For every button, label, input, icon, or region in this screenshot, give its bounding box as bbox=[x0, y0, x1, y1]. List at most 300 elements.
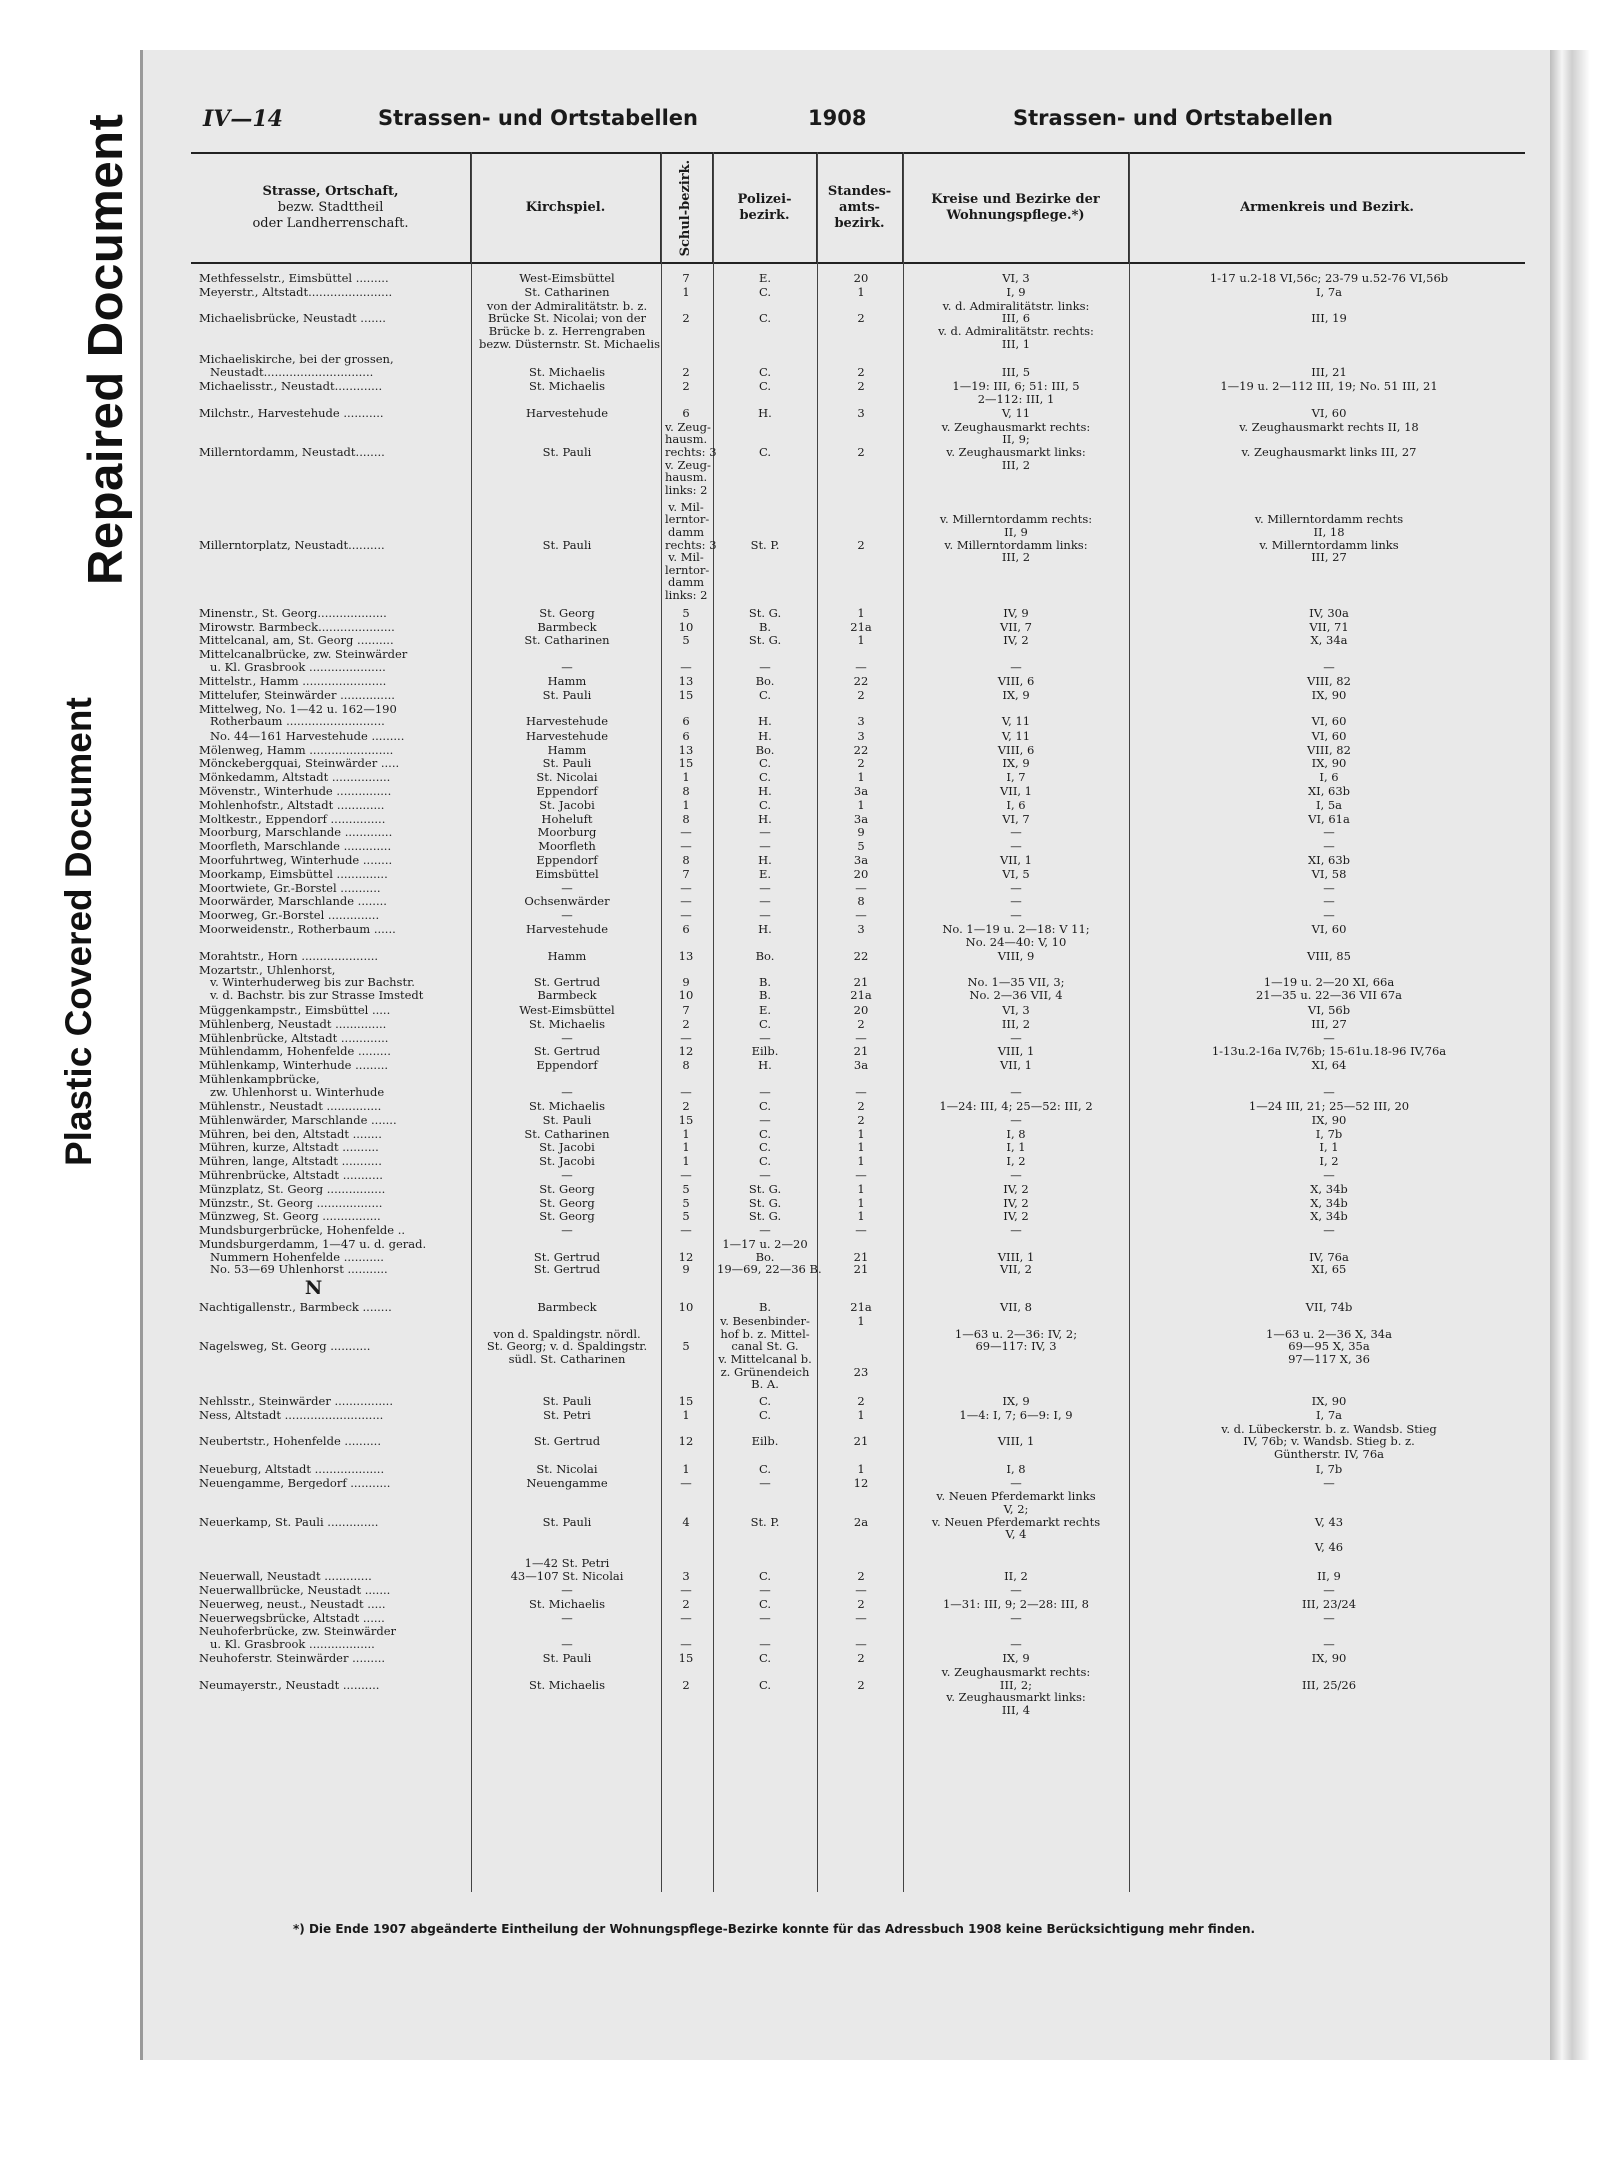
cell-schulbezirk: 1 bbox=[682, 284, 690, 299]
table-row bbox=[191, 1409, 1525, 1422]
cell-kirchspiel: St. Michaelis bbox=[528, 1677, 606, 1692]
cell-standesamt: 1 bbox=[857, 605, 865, 620]
cell-strasse: Müggenkampstr., Eimsbüttel ..... bbox=[199, 1004, 391, 1017]
table-row bbox=[191, 771, 1525, 784]
cell-polizeibezirk: B. B. bbox=[758, 975, 772, 1003]
cell-kirchspiel: Eppendorf bbox=[536, 1058, 598, 1073]
cell-polizeibezirk: — bbox=[759, 1112, 771, 1127]
table-row bbox=[191, 703, 1525, 729]
table-row bbox=[191, 1197, 1525, 1210]
table-row bbox=[191, 1666, 1525, 1719]
cell-wohnungspflege: I, 7 bbox=[1006, 770, 1026, 785]
cell-schulbezirk: 1 bbox=[682, 1126, 690, 1141]
cell-schulbezirk: — bbox=[680, 880, 692, 895]
cell-polizeibezirk: — bbox=[759, 659, 771, 674]
cell-armenkreis: — bbox=[1323, 880, 1335, 895]
cell-armenkreis: XI, 64 bbox=[1311, 1058, 1347, 1073]
cell-schulbezirk: 8 bbox=[682, 784, 690, 798]
cell-polizeibezirk: H. bbox=[758, 922, 772, 936]
cell-schulbezirk: 2 bbox=[682, 1677, 690, 1692]
col-kirchspiel bbox=[471, 154, 661, 262]
cell-wohnungspflege: VIII, 1 bbox=[997, 1434, 1035, 1449]
table-row bbox=[191, 1652, 1525, 1665]
cell-schulbezirk: 1 bbox=[682, 1461, 690, 1476]
cell-armenkreis: VI, 60 bbox=[1311, 714, 1347, 729]
cell-kirchspiel: St. Pauli bbox=[542, 537, 592, 552]
cell-kirchspiel: St. Catharinen bbox=[524, 633, 610, 648]
cell-strasse: Moorwärder, Marschlande ........ bbox=[199, 895, 387, 909]
table-row bbox=[191, 1557, 1525, 1583]
table-row bbox=[191, 909, 1525, 922]
cell-polizeibezirk: H. bbox=[758, 728, 772, 743]
cell-wohnungspflege: VII, 1 bbox=[999, 784, 1033, 798]
cell-kirchspiel: St. Jacobi bbox=[539, 797, 595, 812]
table-row bbox=[191, 840, 1525, 853]
cell-standesamt: 22 bbox=[853, 674, 869, 689]
cell-wohnungspflege: IX, 9 bbox=[1002, 756, 1030, 771]
cell-armenkreis: VI, 60 bbox=[1311, 728, 1347, 743]
cell-standesamt: — bbox=[855, 1084, 867, 1099]
cell-standesamt: 3a bbox=[853, 853, 869, 867]
col-strasse-sub2: oder Landherrenschaft. bbox=[252, 216, 409, 232]
cell-strasse: Neuengamme, Bergedorf ........... bbox=[199, 1476, 391, 1490]
cell-standesamt: 2 bbox=[857, 1651, 865, 1666]
cell-kirchspiel: Neuengamme bbox=[526, 1475, 608, 1490]
cell-schulbezirk: — bbox=[680, 1030, 692, 1045]
cell-wohnungspflege: VII, 1 bbox=[999, 853, 1033, 867]
cell-strasse: Mühlenbrücke, Altstadt ............. bbox=[199, 1031, 389, 1045]
cell-polizeibezirk: v. Besenbinder- hof b. z. Mittel- canal St. G. v. Mittelcanal b. z. Grünendeich B. A. bbox=[718, 1314, 812, 1392]
cell-standesamt: 8 bbox=[857, 894, 865, 909]
cell-standesamt: 21 21 bbox=[853, 1249, 869, 1277]
cell-kirchspiel: — bbox=[561, 1583, 573, 1597]
page-header bbox=[143, 106, 1553, 146]
cell-kirchspiel: Barmbeck bbox=[537, 619, 597, 634]
cell-polizeibezirk: C. bbox=[758, 1016, 772, 1031]
cell-armenkreis: I, 1 bbox=[1319, 1140, 1339, 1155]
cell-wohnungspflege: 1—4: I, 7; 6—9: I, 9 bbox=[959, 1407, 1073, 1422]
cell-wohnungspflege: 1—63 u. 2—36: IV, 2; 69—117: IV, 3 bbox=[954, 1326, 1078, 1354]
col-kreise-title: Kreise und Bezirke der Wohnungspflege.*) bbox=[931, 191, 1100, 223]
cell-polizeibezirk: C. bbox=[758, 364, 772, 379]
col-armen bbox=[1129, 154, 1525, 262]
cell-strasse: Neuerwallbrücke, Neustadt ....... bbox=[199, 1584, 391, 1597]
cell-armenkreis: VI, 60 bbox=[1311, 922, 1347, 936]
cell-armenkreis: VIII, 82 bbox=[1307, 742, 1351, 757]
cell-polizeibezirk: St. G. bbox=[748, 1195, 782, 1210]
cell-armenkreis: VI, 58 bbox=[1311, 866, 1347, 881]
cell-kirchspiel: Ochsenwärder bbox=[524, 894, 610, 909]
cell-strasse: Mühlendamm, Hohenfelde ......... bbox=[199, 1045, 391, 1059]
cell-standesamt: 2 bbox=[857, 379, 865, 393]
cell-armenkreis: 1—19 u. 2—112 III, 19; No. 51 III, 21 bbox=[1220, 379, 1438, 393]
cell-kirchspiel: St. Georg bbox=[539, 1209, 595, 1224]
cell-strasse: Mönkedamm, Altstadt ................ bbox=[199, 771, 391, 784]
cell-wohnungspflege: V, 11 bbox=[1001, 728, 1031, 743]
cell-standesamt: — bbox=[855, 1583, 867, 1597]
cell-armenkreis: — bbox=[1323, 1583, 1335, 1597]
cell-standesamt: 1 bbox=[857, 1407, 865, 1422]
cell-schulbezirk: — bbox=[680, 839, 692, 854]
cell-schulbezirk: 1 bbox=[682, 1407, 690, 1422]
cell-strasse: Millerntordamm, Neustadt........ bbox=[199, 445, 385, 459]
cell-kirchspiel: Hamm bbox=[547, 742, 587, 757]
cell-kirchspiel: St. Michaelis bbox=[528, 1099, 606, 1113]
cell-kirchspiel: — bbox=[561, 1084, 573, 1099]
cell-standesamt: 2 bbox=[857, 756, 865, 771]
table-row bbox=[191, 272, 1525, 285]
cell-armenkreis: IX, 90 bbox=[1311, 688, 1347, 702]
cell-polizeibezirk: B. bbox=[758, 1300, 772, 1315]
cell-strasse: Ness, Altstadt ........................... bbox=[199, 1408, 384, 1422]
cell-polizeibezirk: H. bbox=[758, 853, 772, 867]
table-row bbox=[191, 813, 1525, 826]
cell-wohnungspflege: — bbox=[1010, 1030, 1022, 1045]
cell-schulbezirk: — bbox=[680, 894, 692, 909]
cell-strasse: Neuerweg, neust., Neustadt ..... bbox=[199, 1597, 386, 1611]
table-row bbox=[191, 1238, 1525, 1278]
cell-polizeibezirk: — bbox=[759, 1084, 771, 1099]
table-row bbox=[191, 757, 1525, 770]
cell-wohnungspflege: v. Zeughausmarkt rechts: III, 2; v. Zeughausmarkt links: III, 4 bbox=[941, 1665, 1091, 1718]
cell-schulbezirk: 2 bbox=[682, 379, 690, 393]
cell-polizeibezirk: — bbox=[759, 894, 771, 909]
cell-strasse: Moorburg, Marschlande ............. bbox=[199, 826, 393, 840]
cell-standesamt: 2a bbox=[853, 1514, 869, 1529]
cell-wohnungspflege: IV, 9 bbox=[1003, 605, 1029, 620]
cell-strasse: Mühren, bei den, Altstadt ........ bbox=[199, 1127, 382, 1141]
cell-strasse: Mohlenhofstr., Altstadt ............. bbox=[199, 798, 385, 812]
cell-kirchspiel: West-Eimsbüttel bbox=[519, 271, 615, 285]
cell-armenkreis: III, 27 bbox=[1311, 1016, 1347, 1031]
cell-kirchspiel: Harvestehude bbox=[526, 406, 608, 420]
cell-strasse: Millerntorplatz, Neustadt.......... bbox=[199, 537, 385, 552]
cell-armenkreis: — bbox=[1323, 825, 1335, 840]
cell-polizeibezirk: H. bbox=[758, 406, 772, 420]
cell-wohnungspflege: — bbox=[1010, 1583, 1022, 1597]
cell-polizeibezirk: C. bbox=[758, 1568, 772, 1583]
cell-schulbezirk: 8 bbox=[682, 811, 690, 826]
cell-standesamt: 1 bbox=[857, 1195, 865, 1210]
table-row bbox=[191, 501, 1525, 607]
cell-standesamt: 3 bbox=[857, 714, 865, 729]
table-row bbox=[191, 1598, 1525, 1611]
cell-armenkreis: III, 21 bbox=[1311, 364, 1347, 379]
cell-schulbezirk: 2 bbox=[682, 1016, 690, 1031]
cell-strasse: Neuerkamp, St. Pauli .............. bbox=[199, 1514, 379, 1529]
cell-strasse: Moorfleth, Marschlande ............. bbox=[199, 840, 392, 853]
cell-strasse: Minenstr., St. Georg................... bbox=[199, 606, 387, 620]
cell-strasse: Münzstr., St. Georg .................. bbox=[199, 1196, 383, 1210]
cell-wohnungspflege: — bbox=[1010, 880, 1022, 895]
cell-kirchspiel: St. Jacobi bbox=[539, 1154, 595, 1169]
cell-standesamt: 2 bbox=[857, 311, 865, 326]
cell-kirchspiel: Harvestehude bbox=[526, 728, 608, 743]
cell-armenkreis: VIII, 82 bbox=[1307, 674, 1351, 689]
cell-standesamt: 1 bbox=[857, 1461, 865, 1476]
cell-strasse: Nehlsstr., Steinwärder ................ bbox=[199, 1395, 393, 1408]
cell-kirchspiel: St. Pauli bbox=[542, 1112, 592, 1127]
cell-schulbezirk: 2 bbox=[682, 1596, 690, 1611]
cell-kirchspiel: St. Michaelis bbox=[528, 1016, 606, 1031]
cell-armenkreis: I, 7b bbox=[1315, 1461, 1343, 1476]
cell-wohnungspflege: 1—19: III, 6; 51: III, 5 2—112: III, 1 bbox=[952, 379, 1080, 406]
cell-wohnungspflege: v. Millerntordamm rechts: II, 9 v. Millerntordamm links: III, 2 bbox=[939, 512, 1093, 565]
table-row bbox=[191, 1224, 1525, 1237]
cell-schulbezirk: — bbox=[680, 825, 692, 840]
table-row bbox=[191, 1210, 1525, 1223]
cell-standesamt: 2 bbox=[857, 1112, 865, 1127]
cell-schulbezirk: — bbox=[680, 1168, 692, 1182]
cell-standesamt: 21 bbox=[853, 1434, 869, 1449]
cell-kirchspiel: von der Admiralitätstr. b. z. Brücke St. Nicolai; von der Brücke b. z. Herrengraben bezw. Düsternstr. St. Michaelis bbox=[479, 298, 660, 351]
cell-armenkreis: III, 25/26 bbox=[1301, 1677, 1357, 1692]
table-row bbox=[191, 882, 1525, 895]
cell-polizeibezirk: — bbox=[759, 1168, 771, 1182]
cell-standesamt: 20 bbox=[853, 1003, 869, 1017]
cell-strasse: Michaelisstr., Neustadt............. bbox=[199, 380, 383, 393]
cell-kirchspiel: Moorfleth bbox=[538, 839, 596, 854]
col-armen-title: Armenkreis und Bezirk. bbox=[1240, 199, 1414, 215]
cell-schulbezirk: 7 bbox=[682, 1003, 690, 1017]
table-row bbox=[191, 407, 1525, 420]
cell-schulbezirk: 12 bbox=[678, 1044, 694, 1059]
cell-schulbezirk: 2 bbox=[682, 311, 690, 326]
cell-kirchspiel: St. Pauli bbox=[542, 1651, 592, 1666]
cell-strasse: Mittelufer, Steinwärder ............... bbox=[199, 689, 395, 702]
cell-polizeibezirk: — bbox=[759, 1583, 771, 1597]
cell-strasse: Münzweg, St. Georg ................ bbox=[199, 1210, 381, 1224]
cell-polizeibezirk: St. G. bbox=[748, 605, 782, 620]
cell-standesamt: — bbox=[855, 880, 867, 895]
cell-polizeibezirk: — bbox=[759, 880, 771, 895]
cell-polizeibezirk: B. bbox=[758, 619, 772, 634]
cell-schulbezirk: 2 bbox=[682, 1099, 690, 1113]
cell-armenkreis: v. d. Lübeckerstr. b. z. Wandsb. Stieg IV, 76b; v. Wandsb. Stieg b. z. Güntherstr. IV, 76a bbox=[1221, 1421, 1437, 1461]
cell-armenkreis: III, 19 bbox=[1311, 311, 1347, 326]
cell-kirchspiel: St. Catharinen bbox=[524, 1126, 610, 1141]
cell-armenkreis: — bbox=[1323, 1637, 1335, 1652]
cell-polizeibezirk: St. G. bbox=[748, 1209, 782, 1224]
col-polizei bbox=[713, 154, 817, 262]
cell-polizeibezirk: E. bbox=[758, 866, 772, 881]
col-standes bbox=[817, 154, 903, 262]
cell-kirchspiel: St. Pauli bbox=[542, 1514, 592, 1529]
cell-armenkreis: IX, 90 bbox=[1311, 1651, 1347, 1666]
cell-armenkreis: IX, 90 bbox=[1311, 1394, 1347, 1408]
cell-polizeibezirk: — bbox=[759, 1223, 771, 1238]
cell-strasse: Mönckebergquai, Steinwärder ..... bbox=[199, 757, 400, 771]
cell-wohnungspflege: III, 5 bbox=[1001, 364, 1031, 379]
cell-strasse: Mittelweg, No. 1—42 u. 162—190 Rotherbaum ........................... bbox=[199, 702, 397, 729]
cell-schulbezirk: 1 bbox=[682, 770, 690, 785]
footnote: *) Die Ende 1907 abgeänderte Eintheilung der Wohnungspflege-Bezirke konnte für das Adressbuch 1908 keine Berücksichtigung mehr finden. bbox=[293, 1922, 1256, 1936]
cell-schulbezirk: 13 bbox=[678, 674, 694, 689]
cell-strasse: Nachtigallenstr., Barmbeck ........ bbox=[199, 1301, 392, 1315]
cell-wohnungspflege: — bbox=[1010, 1637, 1022, 1652]
cell-wohnungspflege: 1—31: III, 9; 2—28: III, 8 bbox=[942, 1596, 1089, 1611]
table-row bbox=[191, 895, 1525, 908]
cell-strasse: Mozartstr., Uhlenhorst, v. Winterhuderweg bis zur Bachstr. v. d. Bachstr. bis zur Strasse Imstedt bbox=[199, 963, 424, 1002]
cell-schulbezirk: 6 bbox=[682, 728, 690, 743]
cell-strasse: Moorweidenstr., Rotherbaum ...... bbox=[199, 923, 396, 936]
cell-polizeibezirk: Eilb. bbox=[751, 1044, 779, 1059]
cell-strasse: Mölenweg, Hamm ....................... bbox=[199, 743, 394, 757]
cell-strasse: Mundsburgerdamm, 1—47 u. d. gerad. Nummern Hohenfelde ........... No. 53—69 Uhlenhorst ........... bbox=[199, 1238, 427, 1276]
cell-strasse: Michaeliskirche, bei der grossen, Neustadt.............................. bbox=[199, 353, 394, 379]
cell-polizeibezirk: H. bbox=[758, 784, 772, 798]
table-row bbox=[191, 634, 1525, 647]
cell-standesamt: 2 bbox=[857, 1394, 865, 1408]
cell-strasse: Mövenstr., Winterhude ............... bbox=[199, 785, 392, 798]
cell-armenkreis: I, 2 bbox=[1319, 1154, 1339, 1169]
cell-standesamt: 1 bbox=[857, 1209, 865, 1224]
cell-wohnungspflege: IV, 2 bbox=[1003, 633, 1029, 648]
cell-armenkreis: v. Zeughausmarkt rechts II, 18 v. Zeughausmarkt links III, 27 bbox=[1239, 419, 1419, 460]
cell-armenkreis: — bbox=[1323, 839, 1335, 854]
cell-wohnungspflege: — bbox=[1010, 1084, 1022, 1099]
cell-strasse: Moorkamp, Eimsbüttel .............. bbox=[199, 867, 388, 881]
cell-kirchspiel: Moorburg bbox=[537, 825, 597, 840]
cell-standesamt: 2 bbox=[857, 364, 865, 379]
cell-strasse: Mühren, lange, Altstadt ........... bbox=[199, 1155, 382, 1168]
cell-armenkreis: — bbox=[1323, 1223, 1335, 1238]
cell-polizeibezirk: — bbox=[759, 1475, 771, 1490]
cell-armenkreis: IV, 76a XI, 65 bbox=[1309, 1249, 1349, 1277]
cell-kirchspiel: Hamm bbox=[547, 949, 587, 963]
cell-polizeibezirk: Eilb. bbox=[751, 1434, 779, 1449]
cell-polizeibezirk: C. bbox=[758, 1407, 772, 1422]
cell-wohnungspflege: VI, 5 bbox=[1002, 866, 1030, 881]
cell-kirchspiel: St. Pauli bbox=[542, 1394, 592, 1408]
cell-wohnungspflege: v. Neuen Pferdemarkt links V, 2; v. Neuen Pferdemarkt rechts V, 4 bbox=[931, 1489, 1101, 1542]
table-row bbox=[191, 300, 1525, 353]
cell-wohnungspflege: I, 6 bbox=[1006, 797, 1026, 812]
col-strasse-title: Strasse, Ortschaft, bbox=[262, 183, 399, 199]
cell-kirchspiel: St. Michaelis bbox=[528, 364, 606, 379]
cell-strasse: Mühlenberg, Neustadt .............. bbox=[199, 1017, 387, 1031]
cell-wohnungspflege: No. 1—35 VII, 3; No. 2—36 VII, 4 bbox=[967, 975, 1065, 1003]
scanned-page bbox=[140, 50, 1553, 2060]
table-row bbox=[191, 826, 1525, 839]
cell-strasse: Moorfuhrtweg, Winterhude ........ bbox=[199, 854, 393, 867]
cell-polizeibezirk: St. P. bbox=[750, 537, 780, 552]
column-headers bbox=[191, 152, 1525, 264]
cell-standesamt: — bbox=[855, 1030, 867, 1045]
cell-armenkreis: 1—19 u. 2—20 XI, 66a 21—35 u. 22—36 VII 67a bbox=[1255, 975, 1403, 1003]
cell-strasse: Mirowstr. Barmbeck..................... bbox=[199, 620, 395, 634]
cell-schulbezirk: 10 bbox=[678, 619, 694, 634]
cell-polizeibezirk: H. bbox=[758, 811, 772, 826]
cell-schulbezirk: — bbox=[680, 1475, 692, 1490]
cell-wohnungspflege: I, 9 bbox=[1006, 284, 1026, 299]
cell-polizeibezirk: St. G. bbox=[748, 1181, 782, 1196]
cell-standesamt: 3a bbox=[853, 1058, 869, 1073]
cell-wohnungspflege: VI, 3 bbox=[1002, 1003, 1030, 1017]
cell-armenkreis: 1-17 u.2-18 VI,56c; 23-79 u.52-76 VI,56b bbox=[1209, 271, 1449, 285]
table-row bbox=[191, 1301, 1525, 1314]
cell-strasse: Michaelisbrücke, Neustadt ....... bbox=[199, 311, 386, 325]
cell-polizeibezirk: — bbox=[759, 1030, 771, 1045]
table-row bbox=[191, 1155, 1525, 1168]
col-standes-title: Standes-amts-bezirk. bbox=[827, 183, 892, 232]
cell-armenkreis: II, 9 bbox=[1317, 1568, 1341, 1583]
cell-polizeibezirk: E. bbox=[758, 1003, 772, 1017]
cell-polizeibezirk: C. bbox=[758, 1677, 772, 1692]
table-row bbox=[191, 785, 1525, 798]
cell-standesamt: 1 bbox=[857, 1154, 865, 1169]
cell-polizeibezirk: C. bbox=[758, 1461, 772, 1476]
cell-standesamt: — bbox=[855, 1168, 867, 1182]
table-row bbox=[191, 286, 1525, 299]
cell-standesamt: 2 bbox=[857, 537, 865, 552]
cell-kirchspiel: St. Gertrud St. Gertrud bbox=[533, 1249, 601, 1277]
table-row bbox=[191, 1141, 1525, 1154]
table-row bbox=[191, 421, 1525, 500]
cell-polizeibezirk: C. bbox=[758, 1154, 772, 1169]
cell-standesamt: 9 bbox=[857, 825, 865, 840]
cell-standesamt: 20 bbox=[853, 271, 869, 285]
col-strasse bbox=[191, 154, 471, 262]
cell-armenkreis: X, 34a bbox=[1310, 633, 1348, 648]
cell-strasse: Mühlenstr., Neustadt ............... bbox=[199, 1100, 382, 1113]
cell-kirchspiel: Hamm bbox=[547, 674, 587, 689]
cell-strasse: Mittelcanal, am, St. Georg .......... bbox=[199, 634, 394, 648]
table-row bbox=[191, 621, 1525, 634]
cell-wohnungspflege: v. Zeughausmarkt rechts: II, 9; v. Zeughausmarkt links: III, 2 bbox=[941, 419, 1091, 472]
cell-armenkreis: XI, 63b bbox=[1307, 853, 1351, 867]
cell-kirchspiel: St. Georg bbox=[539, 605, 595, 620]
cell-strasse: Neumayerstr., Neustadt .......... bbox=[199, 1677, 380, 1692]
cell-schulbezirk: 15 bbox=[678, 1651, 694, 1666]
cell-wohnungspflege: III, 2 bbox=[1001, 1016, 1031, 1031]
cell-wohnungspflege: IX, 9 bbox=[1002, 1394, 1030, 1408]
table-row bbox=[191, 1423, 1525, 1463]
table-row bbox=[191, 1463, 1525, 1476]
cell-standesamt: — bbox=[855, 1610, 867, 1625]
cell-polizeibezirk: C. bbox=[758, 756, 772, 771]
header-title-left: Strassen- und Ortstabellen bbox=[378, 106, 698, 130]
cell-strasse: Neuhoferbrücke, zw. Steinwärder u. Kl. Grasbrook .................. bbox=[199, 1625, 397, 1651]
cell-standesamt: 1 bbox=[857, 1140, 865, 1155]
cell-kirchspiel: Eppendorf bbox=[536, 784, 598, 798]
cell-polizeibezirk: C. bbox=[758, 1596, 772, 1611]
cell-kirchspiel: West-Eimsbüttel bbox=[519, 1003, 615, 1017]
cell-standesamt: 1 bbox=[857, 770, 865, 785]
table-row bbox=[191, 1490, 1525, 1556]
cell-standesamt: 3 bbox=[857, 728, 865, 743]
cell-kirchspiel: St. Pauli bbox=[542, 445, 592, 460]
cell-wohnungspflege: I, 1 bbox=[1006, 1140, 1026, 1155]
cell-armenkreis: I, 7b bbox=[1315, 1126, 1343, 1141]
table-row bbox=[191, 1032, 1525, 1045]
cell-polizeibezirk: C. bbox=[758, 311, 772, 326]
table-row bbox=[191, 799, 1525, 812]
cell-polizeibezirk: Bo. bbox=[755, 949, 775, 963]
cell-standesamt: 1 bbox=[857, 797, 865, 812]
cell-strasse: Neubertstr., Hohenfelde .......... bbox=[199, 1434, 381, 1448]
cell-schulbezirk: — bbox=[680, 1223, 692, 1238]
cell-standesamt: 22 bbox=[853, 949, 869, 963]
cell-standesamt: 3 bbox=[857, 922, 865, 936]
cell-strasse: Mühlenkamp, Winterhude ......... bbox=[199, 1059, 389, 1072]
cell-kirchspiel: — bbox=[561, 1610, 573, 1625]
cell-wohnungspflege: — bbox=[1010, 825, 1022, 840]
table-row bbox=[191, 607, 1525, 620]
cell-schulbezirk: — bbox=[680, 1084, 692, 1099]
cell-strasse: Mühlenkampbrücke, zw. Uhlenhorst u. Winterhude bbox=[199, 1073, 385, 1099]
cell-wohnungspflege: I, 8 bbox=[1006, 1126, 1026, 1141]
